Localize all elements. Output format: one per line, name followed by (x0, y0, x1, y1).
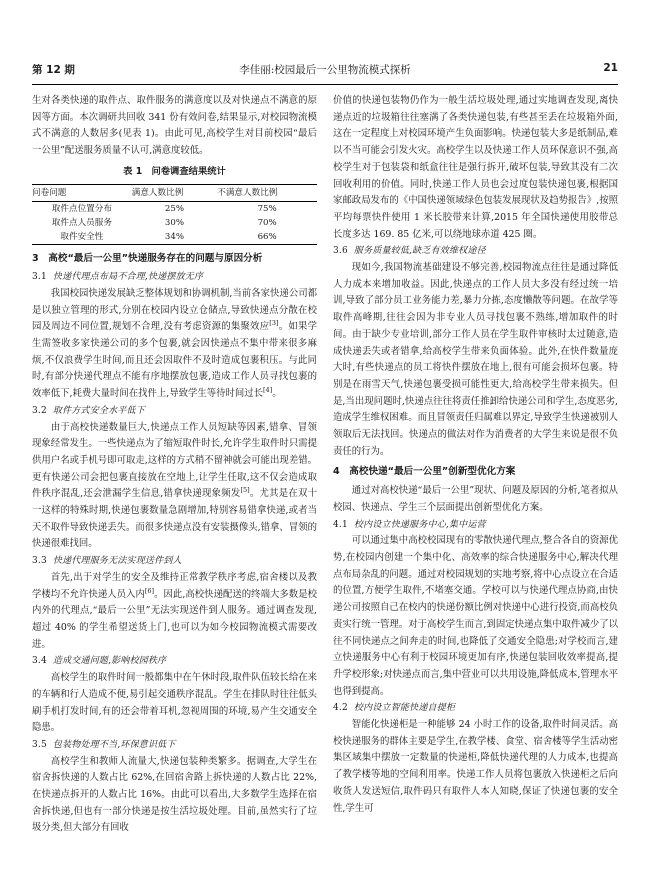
issue-number: 第 12 期 (32, 64, 75, 76)
table-cell: 70% (257, 217, 277, 228)
subsection-number: 3.4 (32, 656, 47, 667)
table-row (32, 230, 317, 245)
subsection-number: 3.2 (32, 405, 47, 416)
citation: [4] (262, 386, 273, 395)
section-heading: 3 高校“最后一公里”快递服务存在的问题与原因分析 (32, 252, 263, 264)
subsection-number: 3.5 (32, 739, 47, 750)
table-cell: 30% (164, 217, 185, 228)
paragraph: 高校学生的取件时间一般都集中在午休时段,取件队伍较长给在来的车辆和行人造成不便,易引起交通秩序混乱。学生在排队时往往低头刷手机打发时间,有的还会带着耳机,忽视周围的环境,易产生交通安全隐患。 (32, 672, 317, 734)
header-rule (32, 84, 618, 85)
paragraph: 通过对高校快递“最后一公里”现状、问题及原因的分析,笔者拟从校园、快递点、学生三个层面提出创新型优化方案。 (333, 485, 618, 513)
paragraph: 智能化快递柜是一种能够 24 小时工作的设备,取件时间灵活。高校快递服务的群体主要是学生,在教学楼、食堂、宿舍楼等学生活动密集区域集中摆放一定数量的快递柜,降低快递代理的人力成本,也提高了教学楼等地的空间利用率。快递工作人员将包裹放入快递柜之后向收货人发送短信,取件码只有取件人本人知晓,保证了快递包裹的安全性,学生可 (333, 719, 618, 814)
table-row (32, 216, 317, 230)
paragraph: 生对各类快递的取件点、取件服务的满意度以及对快递点不满意的原因等方面。本次调研共回收 341 份有效问卷,结果显示,对校园物流模式不满意的人数居多(见表 1)。由此可见,高校学生对目前校园“最后一公里”配送服务质量不认可,满意度较低。 (32, 95, 317, 157)
table-title: 表 1 问卷调查结果统计 (123, 165, 226, 177)
page-number: 21 (603, 62, 618, 74)
paragraph: 由于高校快递数量巨大,快递点工作人员短缺等因素,错拿、冒领现象经常发生。一些快递点为了缩短取件时长,允许学生取件时只需提供用户名或手机号即可取走,这样的方式稍不留神就会可能出现差错。更有快递公司会把包裹直接放在空地上,让学生任取,这不仅会造成取件秩序混乱,还会泄漏学生信息,错拿快递现象频发[5]。尤其是在双十一这样的特殊时期,快递包裹数量急剧增加,特别容易错拿快递,或者当天不取件导致快递丢失。而很多快递点没有安装摄像头,错拿、冒领的快递很难找回。 (32, 421, 317, 550)
table-cell: 75% (257, 203, 277, 214)
citation: [6] (144, 586, 155, 595)
citation: [3] (269, 319, 279, 328)
subsection-title: 快递代理服务无法实现送件到人 (52, 556, 182, 567)
running-title: 李佳丽:校园最后一公里物流模式探析 (239, 64, 411, 76)
section-heading: 4 高校快递“最后一公里”创新型优化方案 (333, 466, 516, 478)
subsection-number: 4.2 (333, 703, 348, 714)
table-cell: 取件点位置分布 (51, 203, 112, 214)
paragraph: 现如今,我国物流基础建设不够完善,校园物流点往往是通过降低人力成本来增加收益。因此,快递点的工作人员大多没有经过统一培训,导致了部分员工业务能力差,暴力分拣,态度懒散等问题。在故学等取件高峰期,往往会因为非专业人员寻找包裹不熟练,增加取件的时间。由于缺少专业培训,部分工作人员在学生取件审核时太过随意,造成快递丢失或者错拿,给高校学生带来负面体验。此外,在快件数量庞大时,有些快递点的员工将快件摆放在地上,很有可能会损坏包裹。特别是在雨雪天气,快递包裹受损可能性更大,给高校学生带来损失。但是,当出现问题时,快递点往往将责任推卸给快递公司和学生,态度恶劣,造成学生维权困难。而且冒领责任归属难以界定,导致学生快递被别人领取后无法找回。快递点的做法对作为消费者的大学生来说是很不负责任的行为。 (333, 262, 618, 457)
subsection-number: 4.1 (333, 519, 348, 530)
subsection-title: 取件方式安全水平低下 (52, 405, 145, 416)
paragraph: 价值的快递包装物仍作为一般生活垃圾处理,通过实地调查发现,离快递点近的垃圾箱往往塞满了各类快递包装,有些甚至丢在垃圾箱外面,这在一定程度上对校园环境产生负面影响。快递包装大多是纸制品,难以不当可能会引发火灾。高校学生以及快递工作人员环保意识不强,高校学生对于包装袋和纸盒往往是强行拆开,破坏包装,导致其没有二次回收利用的价值。同时,快递工作人员也会过度包装快递包裹,根据国家邮政局发布的《中国快递领域绿色包装发展现状及趋势报告》,按照平均每票快件使用 1 米长胶带来计算,2015 年全国快递使用胶带总长度多达 169. 85 亿米,可以绕地球赤道 425 圈。 (333, 95, 618, 240)
paragraph: 首先,出于对学生的安全及维持正常教学秩序考虑,宿舍楼以及教学楼均不允许快递人员入内[6]。因此,高校快递配送的终端大多数是校内外的代理点,“最后一公里”无法实现送件到人服务。通过调查发现,超过 40% 的学生希望送货上门,也可以为如今校园物流模式需要改进。 (32, 571, 317, 650)
table-cell: 66% (217, 230, 317, 245)
subsection-number: 3.1 (32, 272, 47, 283)
table-row (32, 201, 317, 216)
subsection-title: 快递代理点布局不合理,快递摆放无序 (52, 272, 204, 283)
paragraph: 高校学生和教师人流量大,快递包装种类繁多。据调查,大学生在宿舍拆快递的人数占比 62%,在回宿舍路上拆快递的人数占比 22%,在快递点拆开的人数占比 16%。由此可以看出,大多数学生选择在宿舍拆快递,但也有一部分快递是按生活垃圾处理。目前,虽然实行了垃圾分类,但大部分有回收 (32, 755, 317, 834)
subsection-heading (333, 243, 618, 260)
subsection-title: 校内设立智能快递自提柜 (353, 703, 456, 714)
subsection-number: 3.3 (32, 556, 47, 567)
subsection-heading (333, 517, 618, 534)
subsection-title: 服务质量较低,缺乏有效维权途径 (353, 246, 486, 257)
subsection-heading (32, 403, 317, 420)
subsection-heading (333, 700, 618, 717)
right-column (333, 93, 618, 817)
subsection-heading (32, 553, 317, 570)
running-header (32, 62, 618, 78)
survey-table (32, 184, 317, 245)
subsection-title: 造成交通问题,影响校园秩序 (52, 656, 167, 667)
table-cell: 取件点人员服务 (51, 217, 112, 228)
citation: [5] (240, 486, 250, 495)
table-cell: 取件安全性 (32, 230, 132, 245)
table-header: 问卷问题 (32, 184, 132, 201)
paragraph: 我国校园快递发展缺乏整体规划和协调机制,当前各家快递公司都是以独立管理的形式,分别在校园内设立仓储点,导致快递点分散在校园及周边不同位置,规划不合理,没有考虑资源的集聚效应[3]。如果学生需签收多家快递公司的多个包裹,就会因快递点不集中带来很多麻烦,不仅浪费学生时间,而且还会因取件不及时造成包裹积压。与此同时,有部分快递代理点不能有序地摆放包裹,造成工作人员寻找包裹的效率低下,耗费大量时间在找件上,导致学生等待时间过长[4]。 (32, 287, 317, 400)
table-cell: 25% (164, 203, 185, 214)
subsection-number: 3.6 (333, 246, 348, 257)
table-header: 满意人数比例 (132, 184, 218, 201)
subsection-heading (32, 737, 317, 754)
subsection-title: 校内设立快递服务中心,集中运营 (353, 519, 486, 530)
subsection-heading (32, 269, 317, 286)
table-header: 不满意人数比例 (217, 184, 317, 201)
subsection-heading (32, 653, 317, 670)
subsection-title: 包装物处理不当,环保意识低下 (52, 739, 176, 750)
paragraph: 可以通过集中高校校园现有的零散快递代理点,整合各自的资源优势,在校园内创建一个集中化、高效率的综合快递服务中心,解决代理点布局杂乱的问题。通过对校园规划的实地考察,将中心点设立在合适的位置,方便学生取件,不堵塞交通。学校可以与快递代理点协商,由快递公司按照自己在校内的快递份额比例对快递中心进行投资,而高校负责实行统一管理。对于高校学生而言,到固定快递点集中取件减少了以往不同快递点之间奔走的时间,也降低了交通安全隐患;对学校而言,建立快递服务中心有利于校园环境更加有序,快递包装回收效率提高,提升学校形象;对快递点而言,集中营业可以共用设施,降低成本,管理水平也得到提高。 (333, 535, 618, 697)
left-column (32, 93, 317, 837)
table-cell: 34% (132, 230, 218, 245)
